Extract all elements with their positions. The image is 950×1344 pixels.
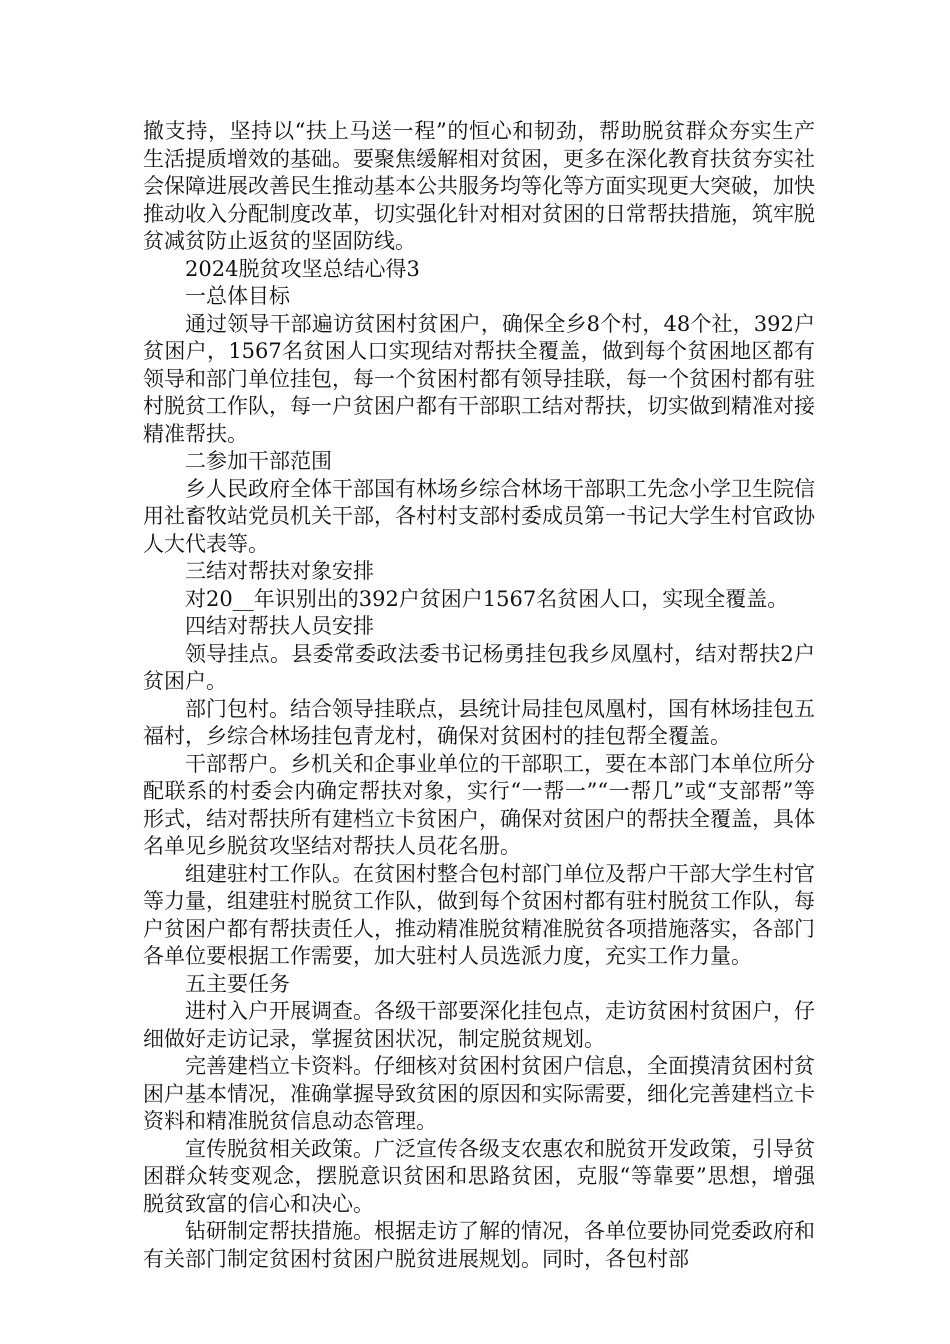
paragraph: 干部帮户。乡机关和企事业单位的干部职工，要在本部门本单位所分配联系的村委会内确定帮扶对象，实行“一帮一”“一帮几”或“支部帮”等形式，结对帮扶所有建档立卡贫困户，确保对贫困户的帮扶全覆盖，具体名单见乡脱贫攻坚结对帮扶人员花名册。 (143, 751, 815, 858)
paragraph: 撤支持，坚持以“扶上马送一程”的恒心和韧劲，帮助脱贫群众夯实生产生活提质增效的基础。要聚焦缓解相对贫困，更多在深化教育扶贫夯实社会保障进展改善民生推动基本公共服务均等化等方面实现更大突破，加快推动收入分配制度改革，切实强化针对相对贫困的日常帮扶措施，筑牢脱贫减贫防止返贫的坚固防线。 (143, 119, 815, 253)
section-heading: 四结对帮扶人员安排 (185, 614, 374, 638)
paragraph: 进村入户开展调查。各级干部要深化挂包点，走访贫困村贫困户，仔细做好走访记录，掌握贫困状况，制定脱贫规划。 (143, 999, 815, 1051)
paragraph: 领导挂点。县委常委政法委书记杨勇挂包我乡凤凰村，结对帮扶2户贫困户。 (143, 641, 815, 693)
section-heading: 二参加干部范围 (185, 449, 332, 473)
section-heading: 五主要任务 (185, 971, 290, 996)
paragraph: 钻研制定帮扶措施。根据走访了解的情况，各单位要协同党委政府和有关部门制定贫困村贫困户脱贫进展规划。同时，各包村部 (143, 1219, 815, 1271)
section-heading: 三结对帮扶对象安排 (185, 559, 374, 583)
paragraph: 部门包村。结合领导挂联点，县统计局挂包凤凰村，国有林场挂包五福村，乡综合林场挂包青龙村，确保对贫困村的挂包帮全覆盖。 (143, 696, 815, 748)
paragraph: 完善建档立卡资料。仔细核对贫困村贫困户信息，全面摸清贫困村贫困户基本情况，准确掌握导致贫困的原因和实际需要，细化完善建档立卡资料和精准脱贫信息动态管理。 (143, 1054, 815, 1133)
section-title: 2024脱贫攻坚总结心得3 (185, 256, 420, 281)
section-heading: 一总体目标 (185, 284, 290, 308)
paragraph: 通过领导干部遍访贫困村贫困户，确保全乡8个村，48个社，392户贫困户，1567名贫困人口实现结对帮扶全覆盖，做到每个贫困地区都有领导和部门单位挂包，每一个贫困村都有领导挂联，每一个贫困村都有驻村脱贫工作队，每一户贫困户都有干部职工结对帮扶，切实做到精准对接精准帮扶。 (143, 311, 815, 446)
paragraph: 乡人民政府全体干部国有林场乡综合林场干部职工先念小学卫生院信用社畜牧站党员机关干部，各村村支部村委成员第一书记大学生村官政协人大代表等。 (143, 476, 815, 556)
paragraph: 组建驻村工作队。在贫困村整合包村部门单位及帮户干部大学生村官等力量，组建驻村脱贫工作队，做到每个贫困村都有驻村脱贫工作队，每户贫困户都有帮扶责任人，推动精准脱贫精准脱贫各项措施落实，各部门各单位要根据工作需要，加大驻村人员选派力度，充实工作力量。 (143, 861, 815, 968)
document-page (143, 118, 815, 1273)
paragraph: 对20__年识别出的392户贫困户1567名贫困人口，实现全覆盖。 (185, 586, 789, 611)
paragraph: 宣传脱贫相关政策。广泛宣传各级支农惠农和脱贫开发政策，引导贫困群众转变观念，摆脱意识贫困和思路贫困，克服“等靠要”思想，增强脱贫致富的信心和决心。 (143, 1136, 815, 1216)
